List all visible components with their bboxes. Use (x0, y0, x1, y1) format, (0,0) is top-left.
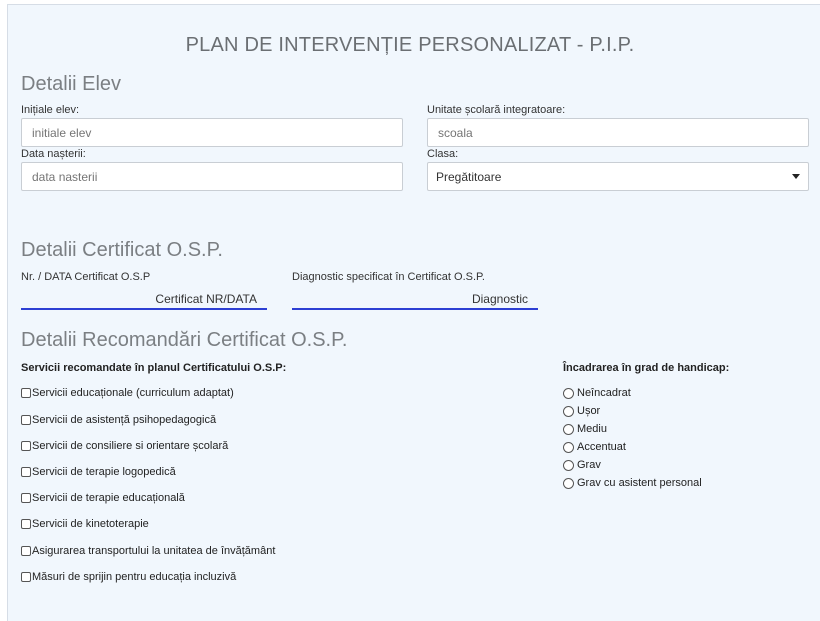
handicap-option[interactable] (563, 405, 600, 417)
service-option[interactable] (21, 466, 176, 478)
class-select[interactable] (427, 162, 809, 191)
services-title: Servicii recomandate în planul Certificatului O.S.P: (21, 362, 287, 374)
handicap-radio[interactable] (563, 442, 574, 453)
handicap-radio[interactable] (563, 478, 574, 489)
birthdate-input[interactable] (21, 162, 403, 191)
diagnostic-field[interactable]: Diagnostic (292, 290, 538, 310)
handicap-label: Accentuat (577, 441, 626, 453)
handicap-option[interactable] (563, 387, 631, 399)
student-section-title: Detalii Elev (21, 73, 122, 95)
service-option[interactable] (21, 440, 228, 452)
page-title: PLAN DE INTERVENȚIE PERSONALIZAT - P.I.P. (185, 34, 635, 56)
service-option[interactable] (21, 387, 234, 399)
recommendations-section-title: Detalii Recomandări Certificat O.S.P. (21, 329, 348, 351)
class-select-value: Pregătitoare (436, 169, 502, 184)
handicap-radio[interactable] (563, 460, 574, 471)
service-checkbox[interactable] (21, 493, 31, 503)
handicap-option[interactable] (563, 441, 626, 453)
handicap-label: Neîncadrat (577, 387, 631, 399)
service-checkbox[interactable] (21, 572, 31, 582)
handicap-option[interactable] (563, 423, 607, 435)
service-label: Asigurarea transportului la unitatea de învățământ (32, 545, 276, 557)
service-option[interactable] (21, 518, 149, 530)
initials-label: Inițiale elev: (21, 104, 80, 116)
service-label: Servicii educaționale (curriculum adaptat) (32, 387, 234, 399)
service-option[interactable] (21, 492, 185, 504)
handicap-radio[interactable] (563, 388, 574, 399)
handicap-label: Grav (577, 459, 601, 471)
school-input[interactable] (427, 118, 809, 147)
service-label: Servicii de terapie educațională (32, 492, 185, 504)
class-label: Clasa: (427, 148, 459, 160)
handicap-radio[interactable] (563, 406, 574, 417)
handicap-title: Încadrarea în grad de handicap: (563, 362, 730, 374)
service-option[interactable] (21, 545, 275, 557)
handicap-label: Ușor (577, 405, 601, 417)
service-checkbox[interactable] (21, 546, 31, 556)
birthdate-label: Data nașterii: (21, 148, 86, 160)
service-label: Servicii de kinetoterapie (32, 518, 149, 530)
handicap-label: Grav cu asistent personal (577, 477, 702, 489)
service-label: Servicii de asistență psihopedagogică (32, 414, 217, 426)
service-checkbox[interactable] (21, 388, 31, 398)
handicap-option[interactable] (563, 477, 702, 489)
service-option[interactable] (21, 414, 216, 426)
school-label: Unitate școlară integratoare: (427, 104, 566, 116)
service-option[interactable] (21, 571, 236, 583)
service-checkbox[interactable] (21, 519, 31, 529)
handicap-radio[interactable] (563, 424, 574, 435)
service-checkbox[interactable] (21, 415, 31, 425)
certificate-nr-field[interactable]: Certificat NR/DATA (21, 290, 267, 310)
handicap-option[interactable] (563, 459, 601, 471)
certificate-section-title: Detalii Certificat O.S.P. (21, 239, 223, 261)
handicap-label: Mediu (577, 423, 607, 435)
chevron-down-icon (792, 174, 800, 179)
service-label: Servicii de terapie logopedică (32, 466, 176, 478)
service-checkbox[interactable] (21, 441, 31, 451)
initials-input[interactable] (21, 118, 403, 147)
service-label: Măsuri de sprijin pentru educația incluzivă (32, 571, 237, 583)
diagnostic-label: Diagnostic specificat în Certificat O.S.P. (292, 271, 485, 283)
certificate-nr-label: Nr. / DATA Certificat O.S.P (21, 271, 151, 283)
service-label: Servicii de consiliere si orientare școlară (32, 440, 229, 452)
service-checkbox[interactable] (21, 467, 31, 477)
